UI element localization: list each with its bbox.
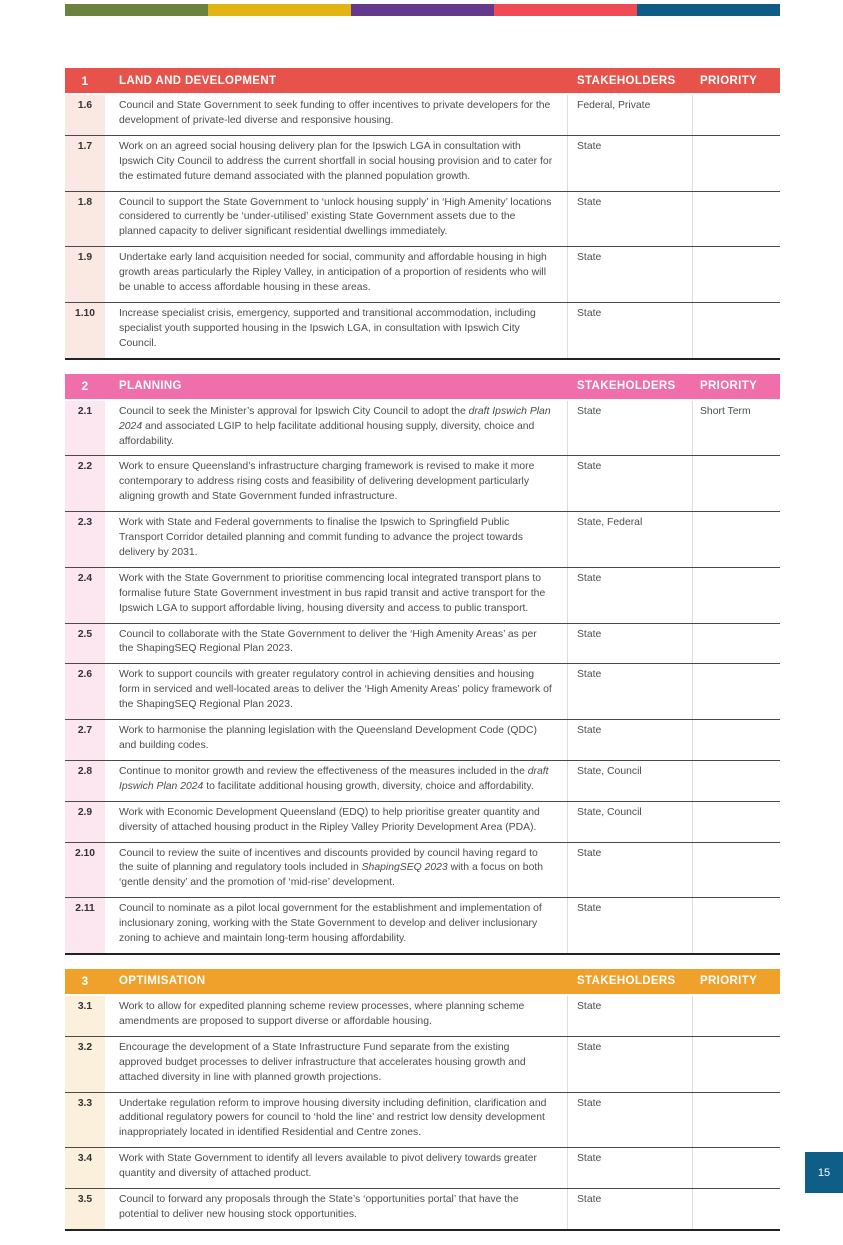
brand-color-bar-segment-4: [494, 4, 637, 16]
table-row: [65, 1037, 780, 1093]
row-description: Undertake regulation reform to improve housing diversity including definition, clarification and additional regulatory powers for council to ‘hold the line’ and restrict low density development inappropriately located in identified Residential and Centre zones.: [105, 1093, 568, 1148]
brand-color-bar: [65, 4, 780, 16]
row-priority: [693, 996, 780, 1036]
row-id: 2.6: [65, 664, 105, 719]
row-id: 1.6: [65, 95, 105, 135]
row-priority: [693, 843, 780, 898]
row-priority: [693, 624, 780, 664]
table-title: OPTIMISATION: [119, 975, 206, 988]
table-row: [65, 512, 780, 568]
row-description: Council to nominate as a pilot local government for the establishment and implementation of inclusionary zoning, working with the State Government to develop and deliver inclusionary zoning to achieve and maintain long-term housing affordability.: [105, 898, 568, 953]
table-row: [65, 456, 780, 512]
table-row: [65, 401, 780, 457]
row-description: Work to ensure Queensland’s infrastructure charging framework is revised to make it more contemporary to address rising costs and feasibility of delivering development particularly aligning growth and State Government funded infrastructure.: [105, 456, 568, 511]
row-priority: [693, 136, 780, 191]
table-row: [65, 761, 780, 802]
row-priority: [693, 95, 780, 135]
table-row: [65, 624, 780, 665]
row-id: 2.10: [65, 843, 105, 898]
row-stakeholders: State: [568, 192, 693, 247]
row-id: 3.1: [65, 996, 105, 1036]
row-priority: [693, 761, 780, 801]
action-table-1: [65, 68, 780, 360]
row-description: Council to forward any proposals through the State’s ‘opportunities portal’ that have the potential to deliver new housing stock opportunities.: [105, 1189, 568, 1229]
row-priority: [693, 1148, 780, 1188]
row-id: 2.9: [65, 802, 105, 842]
row-priority: [693, 802, 780, 842]
row-priority: [693, 303, 780, 358]
row-stakeholders: State: [568, 1189, 693, 1229]
row-description: Council to review the suite of incentives and discounts provided by council having regard to the suite of planning and regulatory tools included in ShapingSEQ 2023 with a focus on both ‘gentle density’ and the promotion of ‘mid-rise’ development.: [105, 843, 568, 898]
row-priority: [693, 568, 780, 623]
row-stakeholders: State, Council: [568, 761, 693, 801]
row-id: 2.7: [65, 720, 105, 760]
row-stakeholders: State: [568, 720, 693, 760]
table-row: [65, 247, 780, 303]
row-stakeholders: State: [568, 568, 693, 623]
table-row: [65, 996, 780, 1037]
row-id: 3.3: [65, 1093, 105, 1148]
row-stakeholders: Federal, Private: [568, 95, 693, 135]
table-row: [65, 802, 780, 843]
row-priority: [693, 1037, 780, 1092]
row-stakeholders: State: [568, 401, 693, 456]
row-stakeholders: State: [568, 303, 693, 358]
row-id: 2.11: [65, 898, 105, 953]
table-row: [65, 95, 780, 136]
table-number: 2: [81, 379, 89, 394]
row-description: Council to seek the Minister’s approval for Ipswich City Council to adopt the draft Ipswich Plan 2024 and associated LGIP to help facilitate additional housing supply, diversity, choice and affordability.: [105, 401, 568, 456]
row-description: Work to support councils with greater regulatory control in achieving densities and housing form in serviced and well-located areas to deliver the ‘High Amenity Areas’ policy framework of the ShapingSEQ Regional Plan 2023.: [105, 664, 568, 719]
row-id: 1.10: [65, 303, 105, 358]
row-priority: [693, 898, 780, 953]
row-id: 2.1: [65, 401, 105, 456]
row-priority: [693, 1189, 780, 1229]
row-stakeholders: State, Federal: [568, 512, 693, 567]
row-stakeholders: State: [568, 624, 693, 664]
row-stakeholders: State: [568, 1037, 693, 1092]
row-description: Work to allow for expedited planning scheme review processes, where planning scheme amendments are proposed to support diverse or affordable housing.: [105, 996, 568, 1036]
row-stakeholders: State: [568, 1148, 693, 1188]
table-row: [65, 1148, 780, 1189]
table-header: [65, 969, 780, 994]
row-description: Work on an agreed social housing delivery plan for the Ipswich LGA in consultation with Ipswich City Council to address the current shortfall in social housing provision and to cater for the estimated future demand associated with the planned population growth.: [105, 136, 568, 191]
table-title: PLANNING: [119, 380, 182, 393]
row-description: Work with State Government to identify all levers available to pivot delivery towards greater quantity and diversity of attached product.: [105, 1148, 568, 1188]
row-priority: Short Term: [700, 405, 751, 417]
row-description: Encourage the development of a State Infrastructure Fund separate from the existing approved budget processes to deliver infrastructure that accelerates housing growth and attached diversity in line with planned growth projections.: [105, 1037, 568, 1092]
brand-color-bar-segment-1: [65, 4, 208, 16]
table-number: 1: [81, 73, 89, 88]
row-stakeholders: State: [568, 456, 693, 511]
table-row: [65, 1093, 780, 1149]
row-id: 1.7: [65, 136, 105, 191]
stakeholders-column-header: STAKEHOLDERS: [577, 74, 676, 87]
row-description: Continue to monitor growth and review the effectiveness of the measures included in the draft Ipswich Plan 2024 to facilitate additional housing growth, diversity, choice and affordability.: [105, 761, 568, 801]
row-priority: [693, 512, 780, 567]
brand-color-bar-segment-5: [637, 4, 780, 16]
row-stakeholders: State, Council: [568, 802, 693, 842]
row-stakeholders: State: [568, 843, 693, 898]
row-stakeholders: State: [568, 247, 693, 302]
row-priority: [693, 192, 780, 247]
table-row: [65, 1189, 780, 1231]
page-number-badge: [805, 1152, 843, 1193]
table-row: [65, 720, 780, 761]
row-id: 1.8: [65, 192, 105, 247]
row-id: 2.2: [65, 456, 105, 511]
row-priority: [693, 720, 780, 760]
table-header: [65, 374, 780, 399]
row-description: Council to support the State Government to ‘unlock housing supply’ in ‘High Amenity’ locations considered to currently be ‘under-utilised’ existing State Government assets due to the planned capacity to deliver significant residential dwellings immediately.: [105, 192, 568, 247]
row-description: Work to harmonise the planning legislation with the Queensland Development Code (QDC) and building codes.: [105, 720, 568, 760]
stakeholders-column-header: STAKEHOLDERS: [577, 380, 676, 393]
table-row: [65, 303, 780, 360]
row-id: 3.4: [65, 1148, 105, 1188]
row-description: Work with State and Federal governments to finalise the Ipswich to Springfield Public Transport Corridor detailed planning and commit funding to advance the project towards delivery by 2031.: [105, 512, 568, 567]
row-stakeholders: State: [568, 136, 693, 191]
table-header: [65, 68, 780, 93]
priority-column-header: PRIORITY: [700, 975, 758, 988]
table-row: [65, 898, 780, 955]
row-stakeholders: State: [568, 1093, 693, 1148]
table-row: [65, 192, 780, 248]
table-row: [65, 664, 780, 720]
row-description: Work with the State Government to prioritise commencing local integrated transport plans to formalise future State Government investment in bus rapid transit and active transport for the Ipswich LGA to support affordable living, housing diversity and access to public transport.: [105, 568, 568, 623]
row-stakeholders: State: [568, 664, 693, 719]
page-number: 15: [817, 1166, 831, 1179]
row-stakeholders: State: [568, 996, 693, 1036]
tables-region: [65, 68, 780, 1245]
table-row: [65, 843, 780, 899]
table-title: LAND AND DEVELOPMENT: [119, 74, 277, 87]
row-priority: [693, 456, 780, 511]
table-number: 3: [81, 974, 89, 989]
row-description: Increase specialist crisis, emergency, supported and transitional accommodation, including specialist youth supported housing in the Ipswich LGA, in consultation with Ipswich City Council.: [105, 303, 568, 358]
brand-color-bar-segment-3: [351, 4, 494, 16]
row-id: 2.5: [65, 624, 105, 664]
action-table-3: [65, 969, 780, 1231]
row-priority: [693, 247, 780, 302]
row-id: 2.4: [65, 568, 105, 623]
row-description: Undertake early land acquisition needed for social, community and affordable housing in high growth areas particularly the Ripley Valley, in anticipation of a proportion of residents who will be unable to access affordable housing in these areas.: [105, 247, 568, 302]
row-id: 2.3: [65, 512, 105, 567]
row-priority: [693, 1093, 780, 1148]
row-stakeholders: State: [568, 898, 693, 953]
row-description: Council and State Government to seek funding to offer incentives to private developers for the development of private-led diverse and responsive housing.: [105, 95, 568, 135]
row-priority: [693, 664, 780, 719]
row-id: 1.9: [65, 247, 105, 302]
row-id: 3.5: [65, 1189, 105, 1229]
row-id: 2.8: [65, 761, 105, 801]
action-table-2: [65, 374, 780, 955]
stakeholders-column-header: STAKEHOLDERS: [577, 975, 676, 988]
priority-column-header: PRIORITY: [700, 74, 758, 87]
table-row: [65, 568, 780, 624]
priority-column-header: PRIORITY: [700, 380, 758, 393]
brand-color-bar-segment-2: [208, 4, 351, 16]
row-id: 3.2: [65, 1037, 105, 1092]
row-description: Work with Economic Development Queensland (EDQ) to help prioritise greater quantity and diversity of attached housing product in the Ripley Valley Priority Development Area (PDA).: [105, 802, 568, 842]
table-row: [65, 136, 780, 192]
row-description: Council to collaborate with the State Government to deliver the ‘High Amenity Areas’ as per the ShapingSEQ Regional Plan 2023.: [105, 624, 568, 664]
